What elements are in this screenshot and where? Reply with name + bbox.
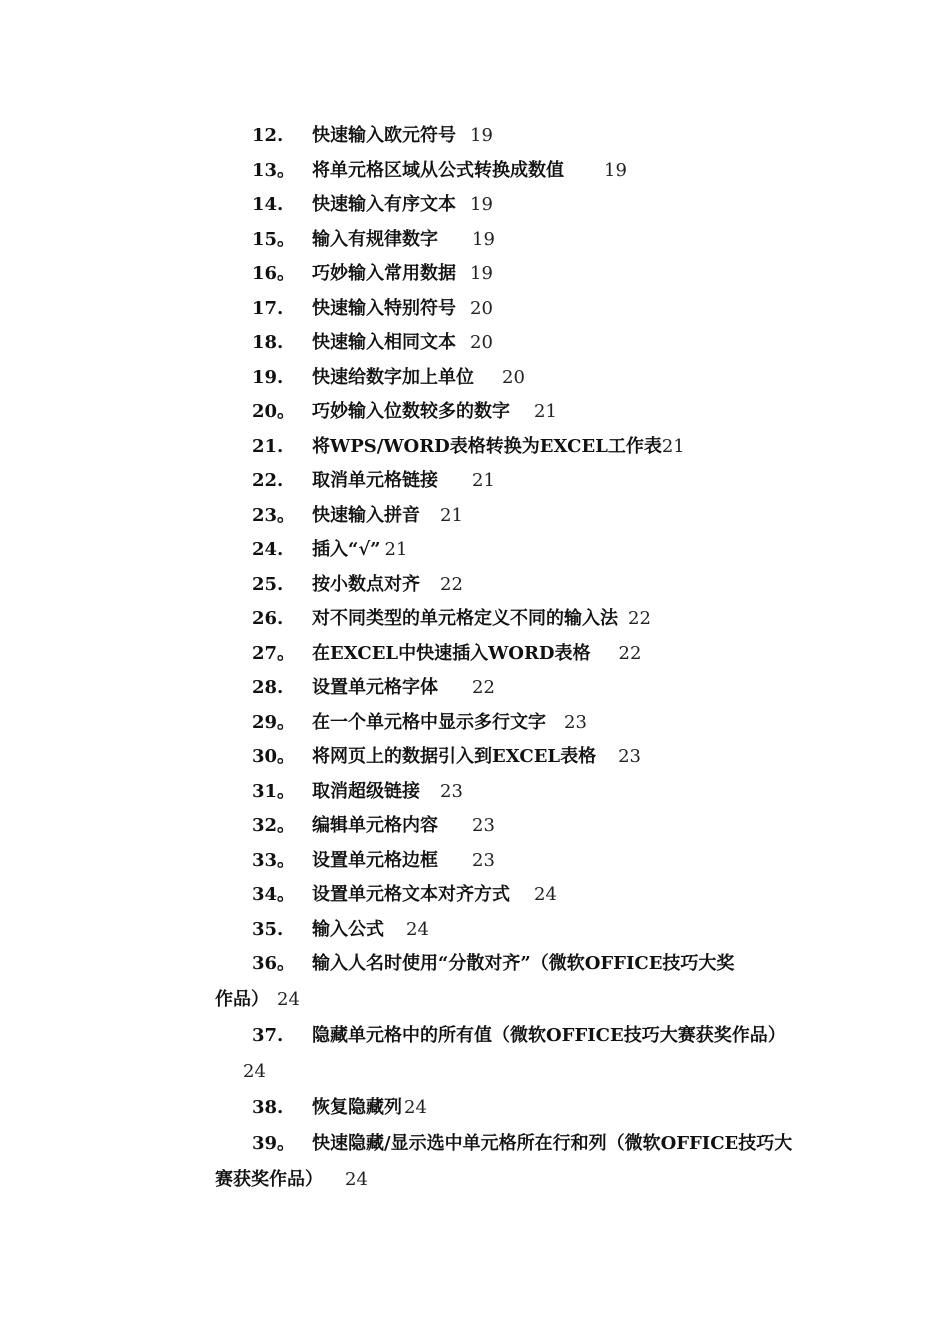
- toc-entry-number: 12.: [252, 125, 284, 146]
- toc-entry-title: 巧妙输入常用数据: [312, 263, 456, 284]
- toc-entry-page: 21: [472, 470, 495, 491]
- toc-entry-page: 24: [345, 1169, 368, 1190]
- toc-entry-number: 19.: [252, 366, 284, 388]
- toc-entry-title: 快速输入拼音: [312, 504, 420, 526]
- toc-entry-title: 设置单元格文本对齐方式: [312, 884, 510, 905]
- toc-entry-page: 20: [502, 366, 525, 388]
- toc-entry-page: 23: [564, 711, 587, 733]
- toc-entry-page: 22: [628, 608, 651, 629]
- toc-entry-page: 20: [470, 297, 493, 319]
- toc-entry-number: 37.: [252, 1025, 284, 1046]
- toc-entry-number: 20。: [252, 401, 296, 422]
- toc-entry-title: 取消超级链接: [312, 780, 420, 802]
- toc-entry[interactable]: [0, 291, 950, 326]
- toc-entry-number: 13。: [252, 159, 296, 181]
- toc-entry-title: 将WPS/WORD表格转换为EXCEL工作表: [312, 435, 662, 457]
- toc-entry[interactable]: [0, 636, 950, 671]
- toc-entry-page: 21: [384, 539, 408, 560]
- toc-entry[interactable]: [0, 118, 950, 153]
- toc-entry[interactable]: [0, 360, 950, 395]
- toc-entry-number: 29。: [252, 711, 296, 733]
- toc-entry[interactable]: [0, 187, 950, 222]
- toc-entry-page: 24: [534, 884, 557, 905]
- toc-entry[interactable]: [0, 463, 950, 498]
- toc-entry[interactable]: [0, 601, 950, 636]
- toc-entry-page: 22: [440, 573, 463, 595]
- toc-entry-number: 21.: [252, 435, 284, 457]
- toc-entry-number: 36。: [252, 953, 296, 974]
- toc-entry-number: 27。: [252, 642, 296, 664]
- toc-entry[interactable]: [0, 429, 950, 464]
- toc-entry-title-continued: 作品）: [215, 989, 269, 1010]
- toc-entry-page: 22: [618, 642, 642, 664]
- toc-entry-number: 26.: [252, 608, 284, 629]
- toc-entry-title: 快速给数字加上单位: [312, 366, 474, 388]
- toc-entry-title: 快速隐藏/显示选中单元格所在行和列（微软OFFICE技巧大: [312, 1133, 793, 1154]
- toc-entry-number: 33。: [252, 849, 296, 871]
- toc-entry-number: 31。: [252, 780, 296, 802]
- toc-entry[interactable]: [0, 705, 950, 740]
- toc-entry-page: 23: [472, 815, 495, 836]
- toc-entry-title: 巧妙输入位数较多的数字: [312, 401, 510, 422]
- toc-entry-page: 22: [472, 677, 495, 698]
- toc-entry-number: 14.: [252, 194, 284, 215]
- toc-entry-title: 按小数点对齐: [312, 573, 420, 595]
- toc-entry-number: 24.: [252, 539, 284, 560]
- toc-entry-page: 19: [470, 194, 493, 215]
- toc-entry[interactable]: [0, 877, 950, 912]
- toc-entry-page: 20: [470, 332, 493, 353]
- toc-entry-title: 输入人名时使用“分散对齐”（微软OFFICE技巧大奖: [312, 953, 735, 974]
- toc-entry-page: 19: [470, 263, 493, 284]
- toc-entry-number: 30。: [252, 746, 296, 767]
- toc-entry-number: 34。: [252, 884, 296, 905]
- toc-entry[interactable]: [0, 946, 950, 1018]
- toc-entry[interactable]: [0, 325, 950, 360]
- toc-entry[interactable]: [0, 567, 950, 602]
- toc-entry-page: 24: [277, 989, 300, 1010]
- toc-entry-title: 插入“√”: [312, 539, 381, 560]
- toc-entry-page: 19: [470, 125, 493, 146]
- toc-entry-page: 21: [661, 435, 685, 457]
- toc-entry-title: 在EXCEL中快速插入WORD表格: [312, 642, 591, 664]
- toc-entry[interactable]: [0, 808, 950, 843]
- toc-entry-title: 输入有规律数字: [312, 228, 438, 250]
- toc-entry-title: 将单元格区域从公式转换成数值: [312, 159, 564, 181]
- toc-entry[interactable]: [0, 1018, 950, 1090]
- toc-entry-title: 快速输入欧元符号: [312, 125, 456, 146]
- toc-entry[interactable]: [0, 774, 950, 809]
- toc-entry-title: 快速输入相同文本: [312, 332, 456, 353]
- toc-entry-number: 23。: [252, 504, 296, 526]
- toc-entry-title: 编辑单元格内容: [312, 815, 438, 836]
- toc-entry[interactable]: [0, 256, 950, 291]
- toc-entry-number: 17.: [252, 297, 284, 319]
- toc-entry[interactable]: [0, 532, 950, 567]
- toc-entry-number: 35.: [252, 918, 284, 940]
- toc-entry[interactable]: [0, 153, 950, 188]
- toc-entry-title: 在一个单元格中显示多行文字: [312, 711, 546, 733]
- toc-entry[interactable]: [0, 739, 950, 774]
- toc-entry-title: 取消单元格链接: [312, 470, 438, 491]
- toc-entry-page: 23: [472, 849, 495, 871]
- toc-entry-title: 对不同类型的单元格定义不同的输入法: [312, 608, 618, 629]
- toc-entry[interactable]: [0, 394, 950, 429]
- toc-entry-page: 21: [440, 504, 463, 526]
- toc-entry-page: 23: [440, 780, 463, 802]
- table-of-contents: [0, 118, 950, 1198]
- toc-entry-number: 39。: [252, 1133, 296, 1154]
- toc-entry[interactable]: [0, 1090, 950, 1126]
- toc-entry-number: 15。: [252, 228, 296, 250]
- toc-entry-page: 19: [472, 228, 495, 250]
- toc-entry-title: 隐藏单元格中的所有值（微软OFFICE技巧大赛获奖作品）: [312, 1025, 786, 1046]
- toc-entry-title-continued: 赛获奖作品）: [215, 1169, 323, 1190]
- toc-entry-page: 23: [618, 746, 641, 767]
- toc-entry[interactable]: [0, 670, 950, 705]
- toc-entry-number: 38.: [252, 1097, 284, 1118]
- toc-entry-number: 28.: [252, 677, 284, 698]
- toc-entry[interactable]: [0, 912, 950, 947]
- toc-entry[interactable]: [0, 222, 950, 257]
- toc-entry-page: 24: [406, 918, 429, 940]
- toc-entry[interactable]: [0, 843, 950, 878]
- toc-entry[interactable]: [0, 1126, 950, 1198]
- toc-entry-title: 快速输入有序文本: [312, 194, 456, 215]
- toc-entry-title: 将网页上的数据引入到EXCEL表格: [312, 746, 597, 767]
- toc-entry-title: 快速输入特别符号: [312, 297, 456, 319]
- toc-entry-title: 输入公式: [312, 918, 384, 940]
- toc-entry-title: 恢复隐藏列: [312, 1097, 402, 1118]
- toc-entry-page: 24: [243, 1061, 266, 1082]
- toc-entry-number: 22.: [252, 470, 284, 491]
- toc-entry-page: 24: [404, 1097, 427, 1118]
- toc-entry-number: 32。: [252, 815, 296, 836]
- toc-entry-number: 18.: [252, 332, 284, 353]
- toc-entry-title: 设置单元格字体: [312, 677, 438, 698]
- toc-entry-title: 设置单元格边框: [312, 849, 438, 871]
- toc-entry-page: 21: [534, 401, 557, 422]
- toc-entry-page: 19: [604, 159, 627, 181]
- toc-entry-number: 16。: [252, 263, 296, 284]
- toc-entry-number: 25.: [252, 573, 284, 595]
- toc-entry[interactable]: [0, 498, 950, 533]
